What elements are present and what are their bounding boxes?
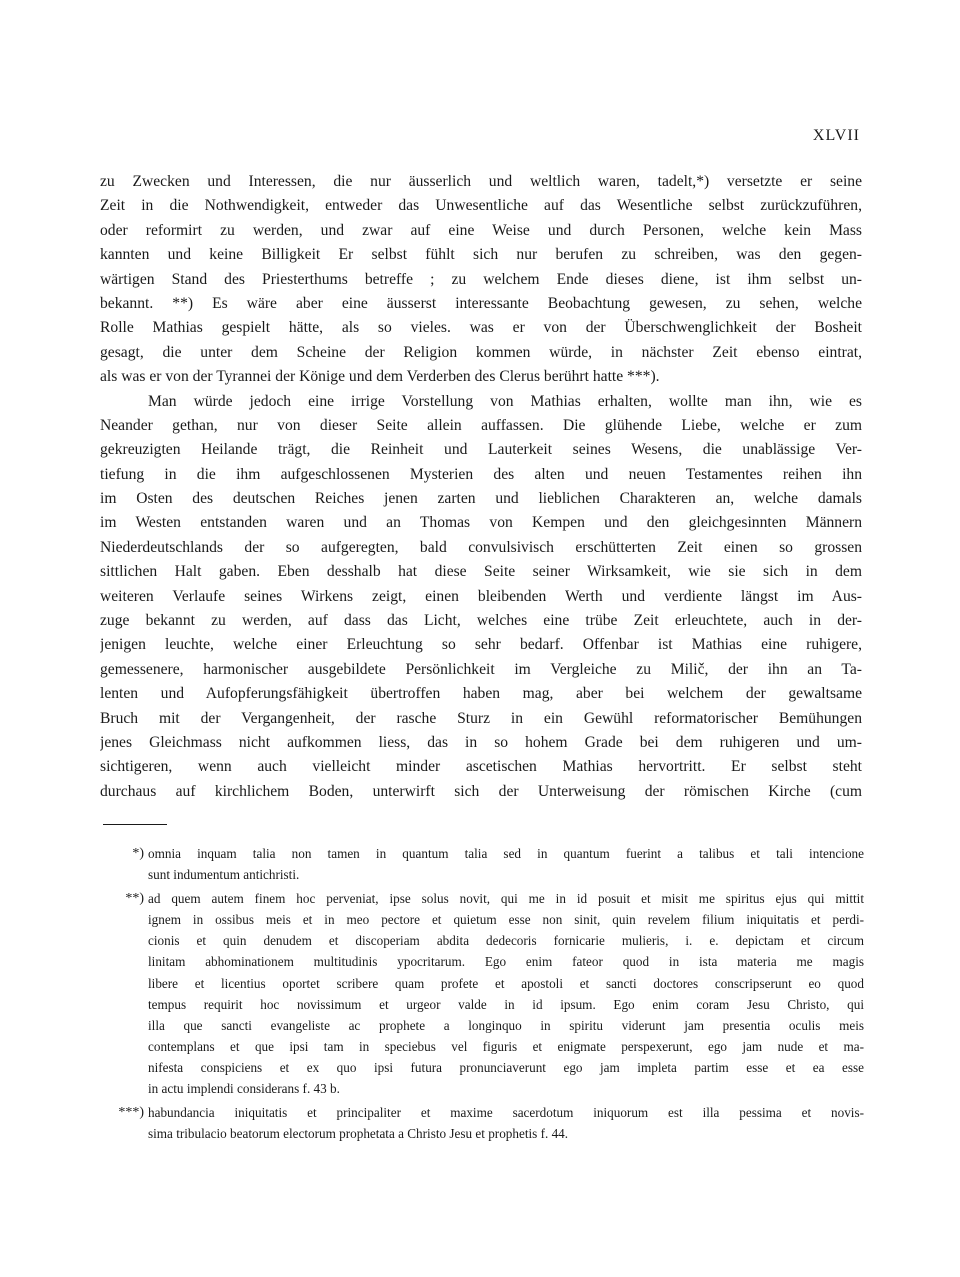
body-line: Niederdeutschlands der so aufgeregten, bald convulsivisch erschütterten Zeit einen so grossen — [100, 538, 862, 556]
footnote — [100, 843, 864, 885]
body-line: bekannt. **) Es wäre aber eine äusserst interessante Beobachtung gewesen, zu sehen, welche — [100, 294, 862, 312]
footnote-marker: *) — [132, 846, 144, 861]
body-line: Neander gethan, nur von dieser Seite allein auffassen. Die glühende Liebe, welche er zum — [100, 416, 862, 434]
body-line: lenten und Aufopferungsfähigkeit übertroffen haben mag, aber bei welchem der gewaltsame — [100, 685, 862, 703]
footnotes — [100, 843, 864, 1144]
body-line: Rolle Mathias gespielt hätte, als so vieles. was er von der Überschwenglichkeit der Bosheit — [100, 319, 862, 337]
body-line: jenigen leuchte, welche einer Erleuchtung so sehr bedarf. Offenbar ist Mathias eine ruhigere, — [100, 636, 862, 654]
footnote-line: sima tribulacio beatorum electorum prophetata a Christo Jesu et prophetis f. 44. — [148, 1126, 569, 1142]
footnote-line: in actu implendi considerans f. 43 b. — [148, 1081, 340, 1097]
footnote-line: omnia inquam talia non tamen in quantum talia sed in quantum fuerint a talibus et tali intencione — [148, 846, 864, 861]
body-line: zuge bekannt zu werden, auf dass das Licht, welches eine trübe Zeit erleuchtete, auch in der- — [100, 612, 862, 630]
body-line: weiteren Verlaufe seines Wirkens zeigt, einen bleibenden Werth und verdiente längst im Aus- — [100, 587, 862, 605]
footnote-line: illa que sancti evangeliste ac prophete a longinquo in spiritu viderunt jam presentia oculis meis — [148, 1017, 864, 1033]
footnote-line: nifesta conspiciens et ex quo ipsi futura pronunciaverunt ego jam impleta partim esse et ea esse — [148, 1059, 864, 1075]
body-line: jenes Gleichmass nicht aufkommen liess, das in so hohem Grade bei dem ruhigeren und um- — [100, 733, 862, 751]
body-line: gekreuzigten Heilande trägt, die Reinheit und Lauterkeit seines Wesens, die unablässige Ver- — [100, 441, 862, 459]
body-line: im Osten des deutschen Reiches jenen zarten und lieblichen Charakteren an, welche damals — [100, 490, 862, 508]
body-line: oder reformirt zu werden, und zwar auf eine Weise und durch Personen, welche kein Mass — [100, 221, 862, 239]
body-line: als was er von der Tyrannei der Könige und dem Verderben des Clerus berührt hatte ***). — [100, 368, 660, 386]
body-line: kannten und keine Billigkeit Er selbst fühlt sich nur berufen zu schreiben, was den gegen- — [100, 246, 862, 264]
body-line: sichtigeren, wenn auch vielleicht minder ascetischen Mathias hervortritt. Er selbst steht — [100, 758, 862, 776]
page-number: XLVII — [812, 127, 860, 144]
footnote-marker: **) — [125, 891, 144, 907]
footnote-line: habundancia iniquitatis et principaliter et maxime sacerdotum iniquorum est illa pessima et novis- — [148, 1105, 864, 1121]
body-line: tiefung in die ihm aufgeschlossenen Mysterien des alten und neuen Testamentes reihen ihn — [100, 465, 862, 483]
body-line: wärtigen Stand des Priesterthums betreffe ; zu welchem Ende dieses diene, ist ihm selbst un- — [100, 270, 862, 288]
footnote-line: cionis et quin denudem et discoperiam abdita dedecoris fornicarie mulieris, i. e. depictam et circum — [148, 933, 864, 949]
footnote-line: ad quem autem finem hoc perveniat, ipse solus novit, qui me in id posuit et misit me spiritus ejus qui mittit — [148, 891, 864, 907]
body-line: gemessenere, harmonischer ausgebildete Persönlichkeit im Vergleiche zu Milič, der ihn an Ta- — [100, 660, 862, 678]
footnote-marker: ***) — [118, 1105, 144, 1121]
body-line: gesagt, die unter dem Scheine der Religion kommen würde, in nächster Zeit ebenso eintrat, — [100, 343, 862, 361]
footnote-separator — [103, 824, 167, 825]
body-text — [100, 170, 862, 804]
body-line: zu Zwecken und Interessen, die nur äusserlich und weltlich waren, tadelt,*) versetzte er seine — [100, 173, 862, 190]
footnote-line: sunt indumentum antichristi. — [148, 867, 300, 883]
footnote-line: libere et licentius oportet scribere quam profete et apostoli et sancti doctores conscripserunt eo quod — [148, 975, 864, 991]
footnote — [100, 888, 864, 1099]
footnote-line: ignem in ossibus meis et in meo pectore et quietum esse non sinit, quin revelem filium iniquitatis et perdi- — [148, 912, 864, 928]
body-line: Man würde jedoch eine irrige Vorstellung von Mathias erhalten, wollte man ihn, wie es — [148, 392, 862, 410]
footnote-line: contemplans et que ipsi tam in speciebus vel figuris et enigmate perspexerunt, ego jam nude et ma- — [148, 1038, 864, 1054]
footnote-line: linitam abhominationem multitudinis ypocritarum. Ego enim fateor quod in ista materia me magis — [148, 954, 864, 970]
body-line: im Westen entstanden waren und an Thomas von Kempen und den gleichgesinnten Männern — [100, 514, 862, 532]
footnote — [100, 1102, 864, 1144]
footnote-line: tempus requirit hoc novissimum et urgeor valde in id ipsum. Ego enim coram Jesu Christo, qui — [148, 996, 864, 1012]
body-line: durchaus auf kirchlichem Boden, unterwirft sich der Unterweisung der römischen Kirche (cum — [100, 782, 862, 800]
body-line: sittlichen Halt gaben. Eben desshalb hat diese Seite seiner Wirksamkeit, wie sie sich in dem — [100, 563, 862, 581]
body-line: Bruch mit der Vergangenheit, der rasche Sturz in ein Gewühl reformatorischer Bemühungen — [100, 709, 862, 727]
body-line: Zeit in die Nothwendigkeit, entweder das Unwesentliche auf das Wesentliche selbst zurückzuführen, — [100, 197, 862, 215]
